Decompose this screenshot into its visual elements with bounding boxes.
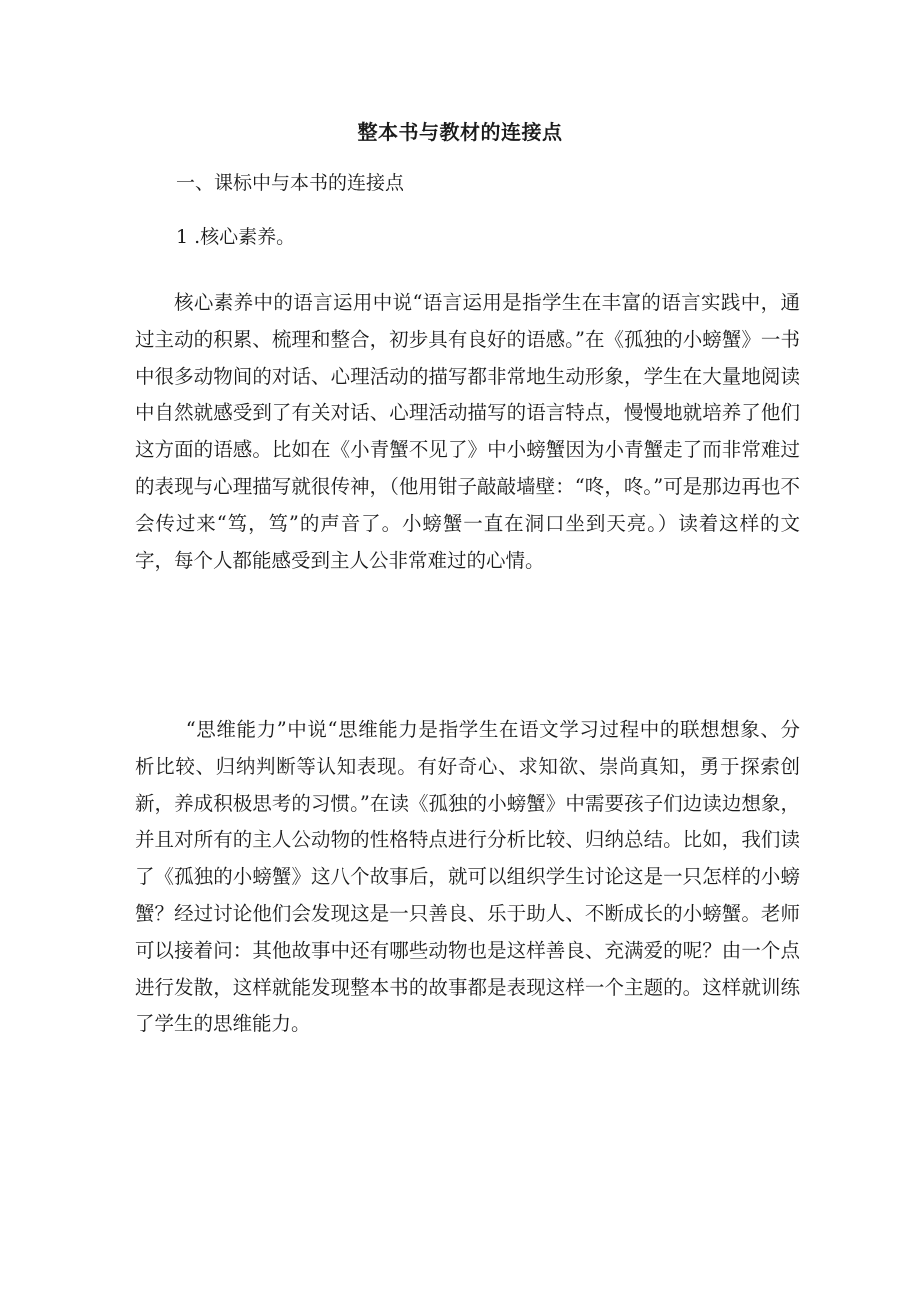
page-title: 整本书与教材的连接点: [357, 120, 563, 144]
section-heading: 一、课标中与本书的连接点: [176, 172, 405, 194]
paragraph-thinking-ability: “思维能力”中说“思维能力是指学生在语文学习过程中的联想想象、分析比较、归纳判断等认知表现。有好奇心、求知欲、崇尚真知，勇于探索创新，养成积极思考的习惯。”在读《孤独的小螃蟹》中需要孩子们边读边想象，并且对所有的主人公动物的性格特点进行分析比较、归纳总结。比如，我们读了《孤独的小螃蟹》这八个故事后，就可以组织学生讨论这是一只怎样的小螃蟹？经过讨论他们会发现这是一只善良、乐于助人、不断成长的小螃蟹。老师可以接着问：其他故事中还有哪些动物也是这样善良、充满爱的呢？由一个点进行发散，这样就能发现整本书的故事都是表现这样一个主题的。这样就训练了学生的思维能力。: [135, 718, 800, 1036]
paragraph-language-use: 核心素养中的语言运用中说“语言运用是指学生在丰富的语言实践中，通过主动的积累、梳理和整合，初步具有良好的语感。”在《孤独的小螃蟹》一书中很多动物间的对话、心理活动的描写都非常地生动形象，学生在大量地阅读中自然就感受到了有关对话、心理活动描写的语言特点，慢慢地就培养了他们这方面的语感。比如在《小青蟹不见了》中小螃蟹因为小青蟹走了而非常难过的表现与心理描写就很传神，（他用钳子敲敲墙壁：“咚，咚。”可是那边再也不会传过来“笃，笃”的声音了。小螃蟹一直在洞口坐到天亮。）读着这样的文字，每个人都能感受到主人公非常难过的心情。: [135, 291, 800, 572]
subsection-heading: 1 .核心素养。: [176, 226, 296, 248]
